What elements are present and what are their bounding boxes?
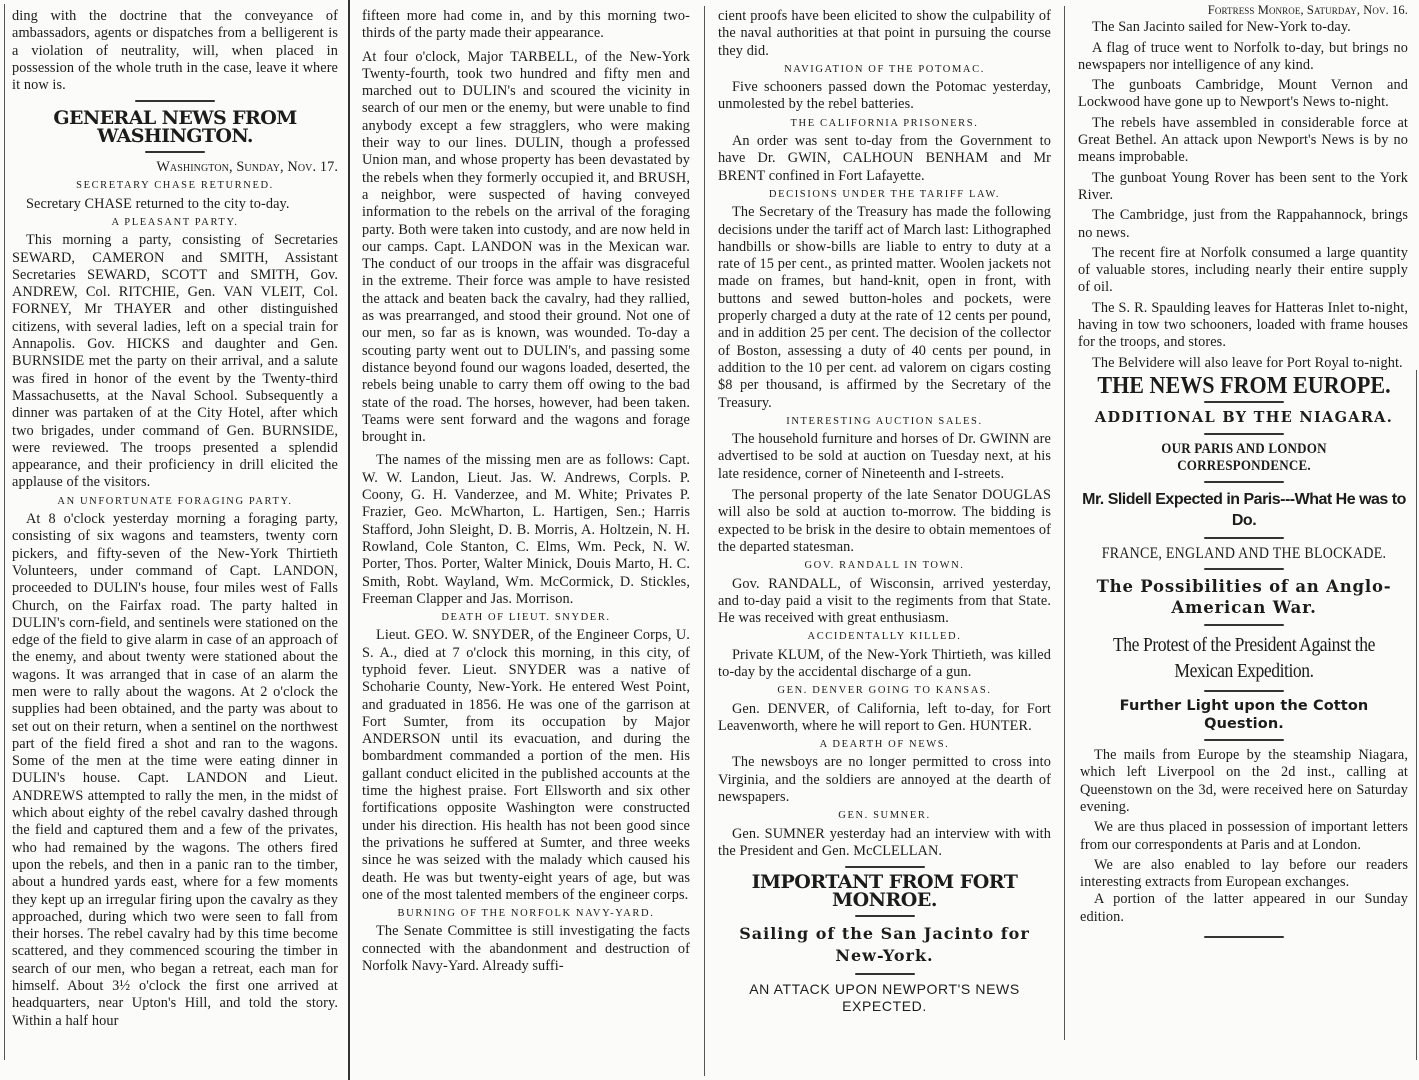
deck-anglo-american-war: The Possibilities of an Anglo-American War. [1096,577,1392,618]
paragraph: The Secretary of the Treasury has made the following decisions under the tariff act of March last: Lithographed handbills or show-bills are liable to entry to duty at a rate of 15 per cent., as printed matter. Woolen jackets not made on frames, but hand-knit, open in front, with buttons and sewed button-holes and pockets, were properly charged a duty at the rate of 12 cents per pound, and in addition 25 per cent. The decision of the collector of Boston, assessing a duty of 40 cents per pound, in addition to the 10 per cent. ad valorem on cigars costing $8 per thousand, is affirmed by the Secretary of the Treasury. [718,204,1051,411]
column-2 [358,0,694,1070]
separator-rule [1204,936,1284,938]
subhead-sumner: GEN. SUMNER. [838,810,931,822]
headline-news-from-europe: THE NEWS FROM EUROPE. [1097,373,1391,399]
paragraph: The recent fire at Norfolk consumed a large quantity of valuable stores, including nearly their entire supply of oil. [1078,244,1408,296]
column-4-fortress-monroe [1072,0,1412,370]
subhead-norfolk-navy-yard: BURNING OF THE NORFOLK NAVY-YARD. [397,908,655,920]
paragraph: At four o'clock, Major TARBELL, of the New-York Twenty-fourth, took two hundred and fifty men and marched out to DULIN's and scoured the vicinity in search of our men or the enemy, but were unable to find anybody except a few stragglers, who were making their way to our lines. DULIN, though a professed Union man, and whose property has been devastated by the rebels when they formerly occupied it, and BRUSH, a neighbor, were suspected of having conveyed information to the rebels on the arrival of the foraging party. Both were taken into custody, and are now held in our camps. Capt. LANDON was in the Mexican war. The conduct of our troops in the affair was disgraceful in the extreme. Their force was ample to have resisted the attack and beaten back the cavalry, had they rallied, as was prearranged, and stood their ground. Not one of our men, so far as is known, was wounded. To-day a scouting party went out to DULIN's, and passing some distance beyond found our wagons loaded, deserted, the rebels being unable to carry them off owing to the bad state of the road. The horses, however, had been taken. Teams were sent forward and the wagons and forage brought in. [362,48,690,446]
paragraph: A portion of the latter appeared in our Sunday edition. [1080,891,1408,925]
paragraph: Gov. RANDALL, of Wisconsin, arrived yesterday, and to-day paid a visit to the regiments from that State. He was received with great enthusiasm. [718,575,1051,627]
separator-rule [135,100,215,102]
separator-rule [845,866,925,868]
column-3 [712,0,1057,1040]
paragraph-missing-men: The names of the missing men are as follows: Capt. W. W. Landon, Lieut. Jas. W. Andrews, Corpls. P. Coony, G. H. Vanderzee, and M. White; Privates P. Frazier, Geo. McWharton, L. Hartigen, Sen.; Harris Stafford, John Sleight, D. B. Morris, A. Holtzein, N. H. Rowland, Cole Stanton, C. Elms, Wm. Peck, N. W. Porter, Thos. Porter, Walter Minick, Douis Marto, H. C. Smith, Robt. Wayland, Wm. McCormick, D. Stickles, Freeman Clapper and Jas. Morrison. [362,452,690,607]
separator-rule [1204,624,1284,626]
paragraph: Five schooners passed down the Potomac yesterday, unmolested by the rebel batteries. [718,79,1051,113]
paragraph: The Senate Committee is still investigating the facts connected with the abandonment and destruction of Norfolk Navy-Yard. Already suffi- [362,923,690,975]
paragraph: The personal property of the late Senator DOUGLAS will also be sold at auction to-morrow. The bidding is expected to be brisk in the desire to obtain mementoes of the departed statesman. [718,487,1051,555]
subhead-auction-sales: INTERESTING AUCTION SALES. [786,415,983,427]
subheadline-san-jacinto: Sailing of the San Jacinto for New-York. [739,923,1030,965]
subhead-dearth-of-news: A DEARTH OF NEWS. [819,739,950,751]
separator-rule [1204,537,1284,539]
subhead-denver: GEN. DENVER GOING TO KANSAS. [777,685,992,697]
separator-rule [145,151,205,153]
separator-rule [1204,739,1284,741]
subhead-tariff-law: DECISIONS UNDER THE TARIFF LAW. [768,188,1001,200]
deck-niagara: ADDITIONAL BY THE NIAGARA. [1094,409,1394,427]
subhead-chase: SECRETARY CHASE RETURNED. [76,180,274,192]
column-rule-3-4 [1064,6,1065,1040]
paragraph: Secretary CHASE returned to the city to-day. [26,195,290,212]
paragraph: A flag of truce went to Norfolk to-day, but brings no newspapers nor intelligence of any kind. [1078,39,1408,73]
column-rule-left [4,4,5,1060]
deck-paris-london: OUR PARIS AND LONDON CORRESPONDENCE. [1161,440,1327,474]
paragraph: The mails from Europe by the steamship Niagara, which left Liverpool on the 2d inst., calling at Queenstown on the 3d, were received here on Saturday evening. [1080,747,1408,815]
paragraph: The newsboys are no longer permitted to cross into Virginia, and the soldiers are annoyed at the dearth of newspapers. [718,754,1051,806]
paragraph: This morning a party, consisting of Secretaries SEWARD, CAMERON and SMITH, Assistant Secretaries SEWARD, SCOTT and SMITH, Gov. ANDREW, Col. RITCHIE, Gen. VAN VLEIT, Col. FORNEY, Mr THAYER and other distinguished citizens, with several ladies, left on a special train for Annapolis. Gov. HICKS and daughter and Gen. BURNSIDE met the party on their arrival, and a salute was fired in honor of the event by the Twenty-third Massachusetts, at the Naval School. Subsequently a dinner was partaken of at the City Hotel, after which two brigades, under command of Gen. BURNSIDE, were reviewed. The troops presented a splendid appearance, and their proficiency in drill elicited the applause of the visitors. [12,232,338,491]
separator-rule [1204,690,1284,692]
headline-general-news: GENERAL NEWS FROM WASHINGTON. [53,107,297,147]
continuation-text: cient proofs have been elicited to show the culpability of the naval authorities at that point in pursuing the course they did. [718,8,1051,59]
column-rule-right [1416,370,1417,1060]
deck-france-england-blockade: FRANCE, ENGLAND AND THE BLOCKADE. [1101,545,1387,563]
deck-slidell: Mr. Slidell Expected in Paris---What He was to Do. [1082,491,1406,530]
paragraph: The Belvidere will also leave for Port Royal to-night. [1092,354,1403,370]
paragraph: At 8 o'clock yesterday morning a foraging party, consisting of six wagons and teamsters, twenty corn pickers, and fifty-seven of the New-York Thirtieth Volunteers, under command of Capt. LANDON, proceeded to DULIN's house, four miles west of Falls Church, on the Fairfax road. The party halted in DULIN's corn-field, and sentinels were stationed on the edge of the field to give alarm in case of an approach of the enemy, and about twenty were stationed about the wagons. It was arranged that in case of an alarm the men were to rally about the wagons. At 2 o'clock the supplies had been obtained, and the party was about to set out on their return, when a sentinel on the northwest part of the field fired a shot and ran to the wagons. Some of the men at the time were eating dinner in DULIN's house. Capt. LANDON and Lieut. ANDREWS attempted to rally the men, in the midst of which about eighty of the rebel cavalry dashed through the field and captured them and a few of the privates, who had remained by the wagons. The others fired upon the rebels, and then in a panic ran to the timber, about a hundred yards east, where for a few moments they kept up an irregular firing upon the cavalry as they approached, during which two were seen to fall from their horses. The rebel cavalry had by this time become scattered, and they commenced scouring the timber in search of our men, who began a retreat, each man for himself. About 3½ o'clock the first one arrived at headquarters, near Upton's Hill, and told the story. Within a half hour [12,511,338,1029]
paragraph: Private KLUM, of the New-York Thirtieth, was killed to-day by the accidental discharge of a gun. [718,646,1051,680]
paragraph: Gen. SUMNER yesterday had an interview with with the President and Gen. McCLELLAN. [718,825,1051,859]
separator-rule [1204,433,1284,435]
subhead-death-snyder: DEATH OF LIEUT. SNYDER. [441,612,611,624]
column-4-europe [1072,368,1414,1058]
separator-rule [1204,401,1284,403]
separator-rule [855,973,915,975]
paragraph: The Cambridge, just from the Rappahannock, brings no news. [1078,207,1408,241]
separator-rule [855,915,915,917]
dateline: Fortress Monroe, Saturday, Nov. 16. [1207,3,1408,17]
paragraph: Gen. DENVER, of California, left to-day, for Fort Leavenworth, where he will report to Gen. HUNTER. [718,700,1051,734]
dateline: Washington, Sunday, Nov. 17. [156,159,338,176]
continuation-text: ding with the doctrine that the conveyance of ambassadors, agents or dispatches from a belligerent is a violation of neutrality, will, when placed in possession of the whole truth in the case, leave it where it now is. [12,8,338,94]
paragraph: The rebels have assembled in considerable force at Great Bethel. An attack upon Newport's News is by no means improbable. [1078,114,1408,166]
paragraph: An order was sent to-day from the Government to have Dr. GWIN, CALHOUN BENHAM and Mr BRENT confined in Fort Lafayette. [718,133,1051,184]
paragraph: We are also enabled to lay before our readers interesting extracts from European exchanges. [1080,856,1408,891]
subhead-pleasant-party: A PLEASANT PARTY. [111,216,239,228]
separator-rule [1204,481,1284,483]
subhead-accidentally-killed: ACCIDENTALLY KILLED. [807,631,962,643]
column-rule-2-3 [704,6,705,1076]
column-1 [8,0,342,1060]
deck-newport-attack: AN ATTACK UPON NEWPORT'S NEWS EXPECTED. [749,980,1020,1015]
continuation-text: fifteen more had come in, and by this morning two-thirds of the party made their appearance. [362,8,690,42]
paragraph: The gunboats Cambridge, Mount Vernon and Lockwood have gone up to Newport's News to-night. [1078,77,1408,111]
subhead-california-prisoners: THE CALIFORNIA PRISONERS. [790,117,979,129]
paragraph: The gunboat Young Rover has been sent to the York River. [1078,169,1408,203]
separator-rule [1204,568,1284,570]
paragraph: The S. R. Spaulding leaves for Hatteras Inlet to-night, having in tow two schooners, loaded with frame houses for the troops, and stores. [1078,299,1408,351]
paragraph: We are thus placed in possession of important letters from our correspondents at Paris and at London. [1080,819,1408,853]
deck-mexican-expedition: The Protest of the President Against the Mexican Expedition. [1112,634,1375,683]
deck-cotton-question: Further Light upon the Cotton Question. [1119,698,1369,732]
paragraph: Lieut. GEO. W. SNYDER, of the Engineer Corps, U. S. A., died at 7 o'clock this morning, in this city, of typhoid fever. Lieut. SNYDER was a native of Schoharie County, New-York. He entered West Point, and graduated in 1856. He was one of the garrison at Fort Sumter, from its occupation by Major ANDERSON until its evacuation, and during the bombardment commanded a portion of the men. His gallant conduct elicited in the published accounts at the time the highest praise. Fort Ellsworth and six other fortifications opposite Washington were constructed under his direction. His health has not been good since the privations he suffered at Sumter, and three weeks since he was seized with the malady which caused his death. He was but twenty-eight years of age, but was one of the most talented members of the engineer corps. [362,627,690,903]
subhead-foraging-party: AN UNFORTUNATE FORAGING PARTY. [57,495,293,507]
column-rule-1-2 [348,0,350,1080]
subhead-randall: GOV. RANDALL IN TOWN. [804,560,965,572]
headline-fort-monroe: IMPORTANT FROM FORT MONROE. [751,871,1018,911]
paragraph: The household furniture and horses of Dr. GWINN are advertised to be sold at auction on Tuesday next, at his late residence, corner of Nineteenth and I-streets. [718,431,1051,482]
paragraph: The San Jacinto sailed for New-York to-day. [1092,19,1351,36]
subhead-potomac: NAVIGATION OF THE POTOMAC. [784,63,985,75]
